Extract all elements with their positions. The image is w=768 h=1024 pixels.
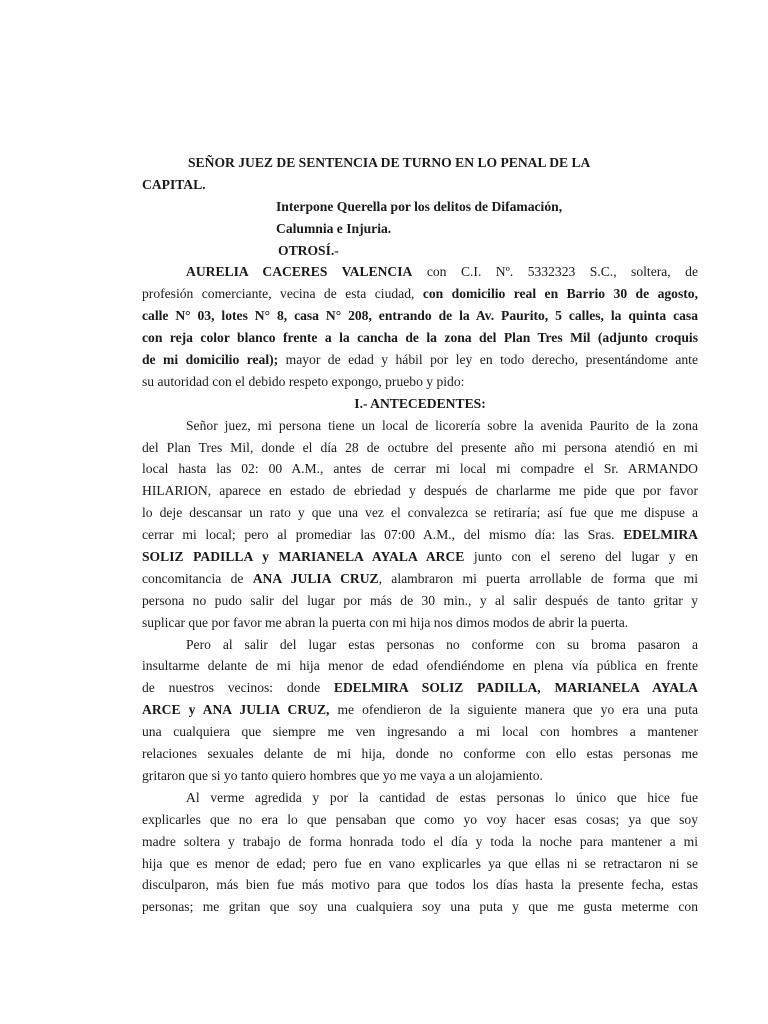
paragraph-line: gritaron que si yo tanto quiero hombres que yo me vaya a un alojamiento. xyxy=(142,767,543,783)
address-text: con domicilio real en Barrio 30 de agosto, xyxy=(422,286,698,302)
paragraph-line: Pero al salir del lugar estas personas no conforme con su broma pasaron a xyxy=(186,636,698,652)
paragraph-line xyxy=(142,699,698,721)
intro-text: con C.I. Nº. 5332323 S.C., soltera, de xyxy=(412,264,698,280)
paragraph-line: madre soltera y trabajo de forma honrada todo el día y toda la noche para mantener a mi xyxy=(142,833,698,849)
section-heading: I.- ANTECEDENTES: xyxy=(354,395,486,411)
paragraph-line: persona no pudo salir del lugar por más de 30 min., y al salir después de tanto gritar y xyxy=(142,592,698,608)
paragraph-text: me ofendieron de la siguiente manera que yo era una puta xyxy=(329,702,698,718)
paragraph-line: local hasta las 02: 00 A.M., antes de cerrar mi local mi compadre el Sr. ARMANDO xyxy=(142,461,698,477)
paragraph-line xyxy=(142,524,698,546)
accused-name: EDELMIRA xyxy=(623,527,698,543)
paragraph-line xyxy=(142,568,698,590)
paragraph-line: una cualquiera que siempre me ven ingresando a mi local con hombres a mantener xyxy=(142,724,698,740)
intro-line: con reja color blanco frente a la cancha de la zona del Plan Tres Mil (adjunto croquis xyxy=(142,330,698,346)
intro-text: mayor de edad y hábil por ley en todo derecho, presentándome ante xyxy=(278,352,698,368)
paragraph-line xyxy=(142,546,698,568)
paragraph-text: cerrar mi local; pero al promediar las 07:00 A.M., del mismo día: las Sras. xyxy=(142,527,624,543)
accused-name: ANA JULIA CRUZ xyxy=(252,570,379,586)
paragraph-text: de nuestros vecinos: donde xyxy=(142,680,334,696)
subject-line-2: Calumnia e Injuria. xyxy=(276,220,392,236)
paragraph-line: personas; me gritan que soy una cualquiera soy una puta y que me gusta meterme con xyxy=(142,899,698,915)
intro-line: calle N° 03, lotes N° 8, casa N° 208, entrando de la Av. Paurito, 5 calles, la quinta casa xyxy=(142,308,698,324)
paragraph-line: relaciones sexuales delante de mi hija, donde no conforme con ello estas personas me xyxy=(142,746,698,762)
otrosi-label: OTROSÍ.- xyxy=(278,242,339,258)
paragraph-line: explicarles que no era lo que pensaban que como yo voy hacer esas cosas; ya que soy xyxy=(142,811,698,827)
accused-name: SOLIZ PADILLA y MARIANELA AYALA ARCE xyxy=(142,549,465,565)
accused-name: ARCE y ANA JULIA CRUZ, xyxy=(142,702,330,718)
intro-line: su autoridad con el debido respeto expongo, pruebo y pido: xyxy=(142,373,465,389)
address-text: de mi domicilio real); xyxy=(142,352,279,368)
paragraph-text: junto con el sereno del lugar y en xyxy=(464,549,698,565)
paragraph-line: HILARION, aparece en estado de ebriedad y después de charlarme me pide que por favor xyxy=(142,483,698,499)
intro-line xyxy=(142,349,698,371)
subject-line-1: Interpone Querella por los delitos de Difamación, xyxy=(276,198,563,214)
intro-line xyxy=(142,261,698,283)
document-title-line-1: SEÑOR JUEZ DE SENTENCIA DE TURNO EN LO PENAL DE LA xyxy=(188,155,591,170)
paragraph-line: hija que es menor de edad; pero fue en vano explicarles ya que ellas ni se retractaron ni se xyxy=(142,855,698,871)
paragraph-text: , alambraron mi puerta arrollable de forma que mi xyxy=(378,570,698,586)
paragraph-text: concomitancia de xyxy=(142,570,253,586)
complainant-name: AURELIA CACERES VALENCIA xyxy=(186,264,413,280)
paragraph-line: del Plan Tres Mil, donde el día 28 de octubre del presente año mi persona atendió en mi xyxy=(142,439,698,455)
intro-text: profesión comerciante, vecina de esta ciudad, xyxy=(142,286,423,302)
intro-line xyxy=(142,283,698,305)
paragraph-line: Al verme agredida y por la cantidad de estas personas lo único que hice fue xyxy=(186,789,698,805)
paragraph-line: Señor juez, mi persona tiene un local de licorería sobre la avenida Paurito de la zona xyxy=(186,417,698,433)
document-page xyxy=(142,152,698,918)
paragraph-line: lo deje descansar un rato y que una vez el convalezca se retiraría; así fue que me dispuse a xyxy=(142,505,698,521)
paragraph-line: disculparon, más bien fue más motivo para que todos los días hasta la presente fecha, estas xyxy=(142,877,698,893)
paragraph-line: insultarme delante de mi hija menor de edad ofendiéndome en plena vía pública en frente xyxy=(142,658,698,674)
paragraph-line xyxy=(142,677,698,699)
accused-name: EDELMIRA SOLIZ PADILLA, MARIANELA AYALA xyxy=(333,680,698,696)
paragraph-line: suplicar que por favor me abran la puerta con mi hija nos dimos modos de abrir la puerta. xyxy=(142,614,629,630)
document-title-line-2: CAPITAL. xyxy=(142,176,206,192)
